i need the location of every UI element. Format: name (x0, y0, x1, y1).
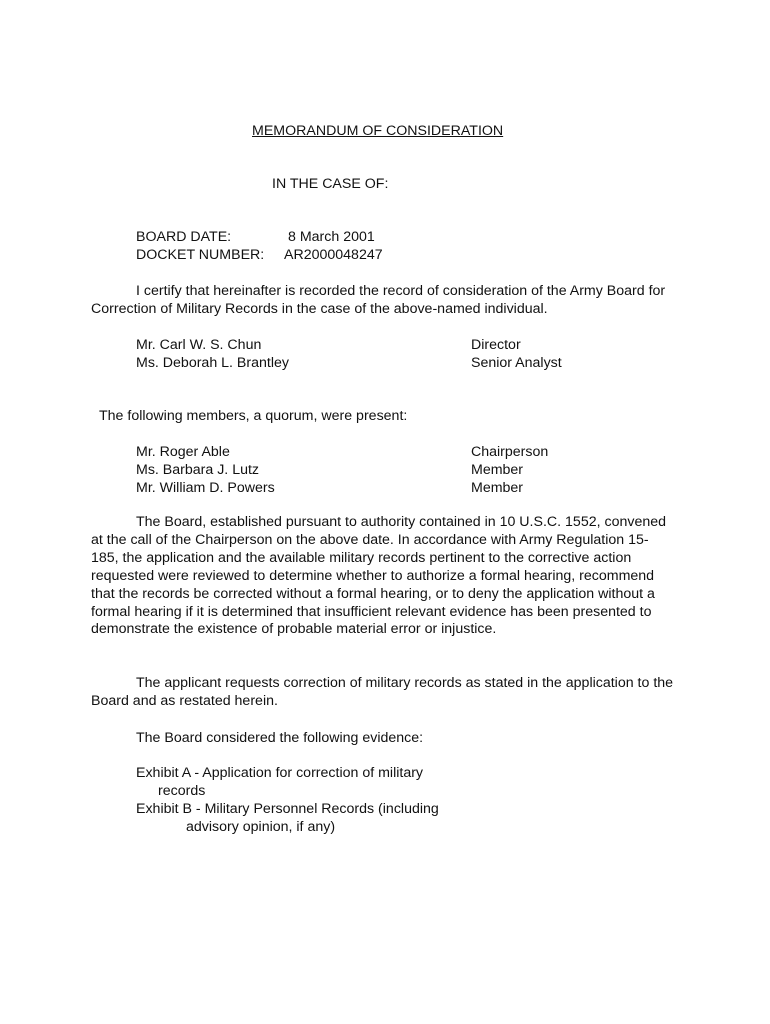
memo-title: MEMORANDUM OF CONSIDERATION (252, 123, 504, 139)
board-paragraph: The Board, established pursuant to authority contained in 10 U.S.C. 1552, convened at the call of the Chairperson on the above date. In accordance with Army Regulation 15-185, the application and the available military records pertinent to the corrective action requested were reviewed to determine whether to authorize a formal hearing, recommend that the records be corrected without a formal hearing, or to deny the application without a formal hearing if it is determined that insufficient relevant evidence has been presented to demonstrate the existence of probable material error or injustice. (91, 514, 667, 638)
staff-name: Mr. Carl W. S. Chun (136, 337, 262, 353)
member-name: Ms. Barbara J. Lutz (136, 462, 260, 478)
member-name: Mr. William D. Powers (136, 480, 275, 496)
board-date-value: 8 March 2001 (288, 229, 375, 245)
exhibit-b: Exhibit B - Military Personnel Records (including (136, 801, 439, 817)
exhibit-b-continued: advisory opinion, if any) (186, 819, 336, 835)
docket-number-value: AR2000048247 (284, 247, 383, 263)
staff-role: Director (471, 337, 521, 353)
member-role: Member (471, 462, 524, 478)
quorum-intro: The following members, a quorum, were present: (99, 408, 408, 424)
member-role: Chairperson (471, 444, 549, 460)
exhibit-a: Exhibit A - Application for correction of military (136, 765, 424, 781)
evidence-intro: The Board considered the following evidence: (136, 730, 424, 746)
member-role: Member (471, 480, 524, 496)
docket-number-label: DOCKET NUMBER: (136, 247, 265, 263)
staff-name: Ms. Deborah L. Brantley (136, 355, 289, 371)
staff-role: Senior Analyst (471, 355, 562, 371)
applicant-paragraph: The applicant requests correction of military records as stated in the application to the Board and as restated herein. (91, 675, 674, 709)
member-name: Mr. Roger Able (136, 444, 230, 460)
certify-paragraph: I certify that hereinafter is recorded the record of consideration of the Army Board for Correction of Military Records in the case of the above-named individual. (91, 283, 666, 317)
exhibit-a-continued: records (158, 783, 206, 799)
case-heading: IN THE CASE OF: (272, 176, 389, 192)
board-date-label: BOARD DATE: (136, 229, 232, 245)
